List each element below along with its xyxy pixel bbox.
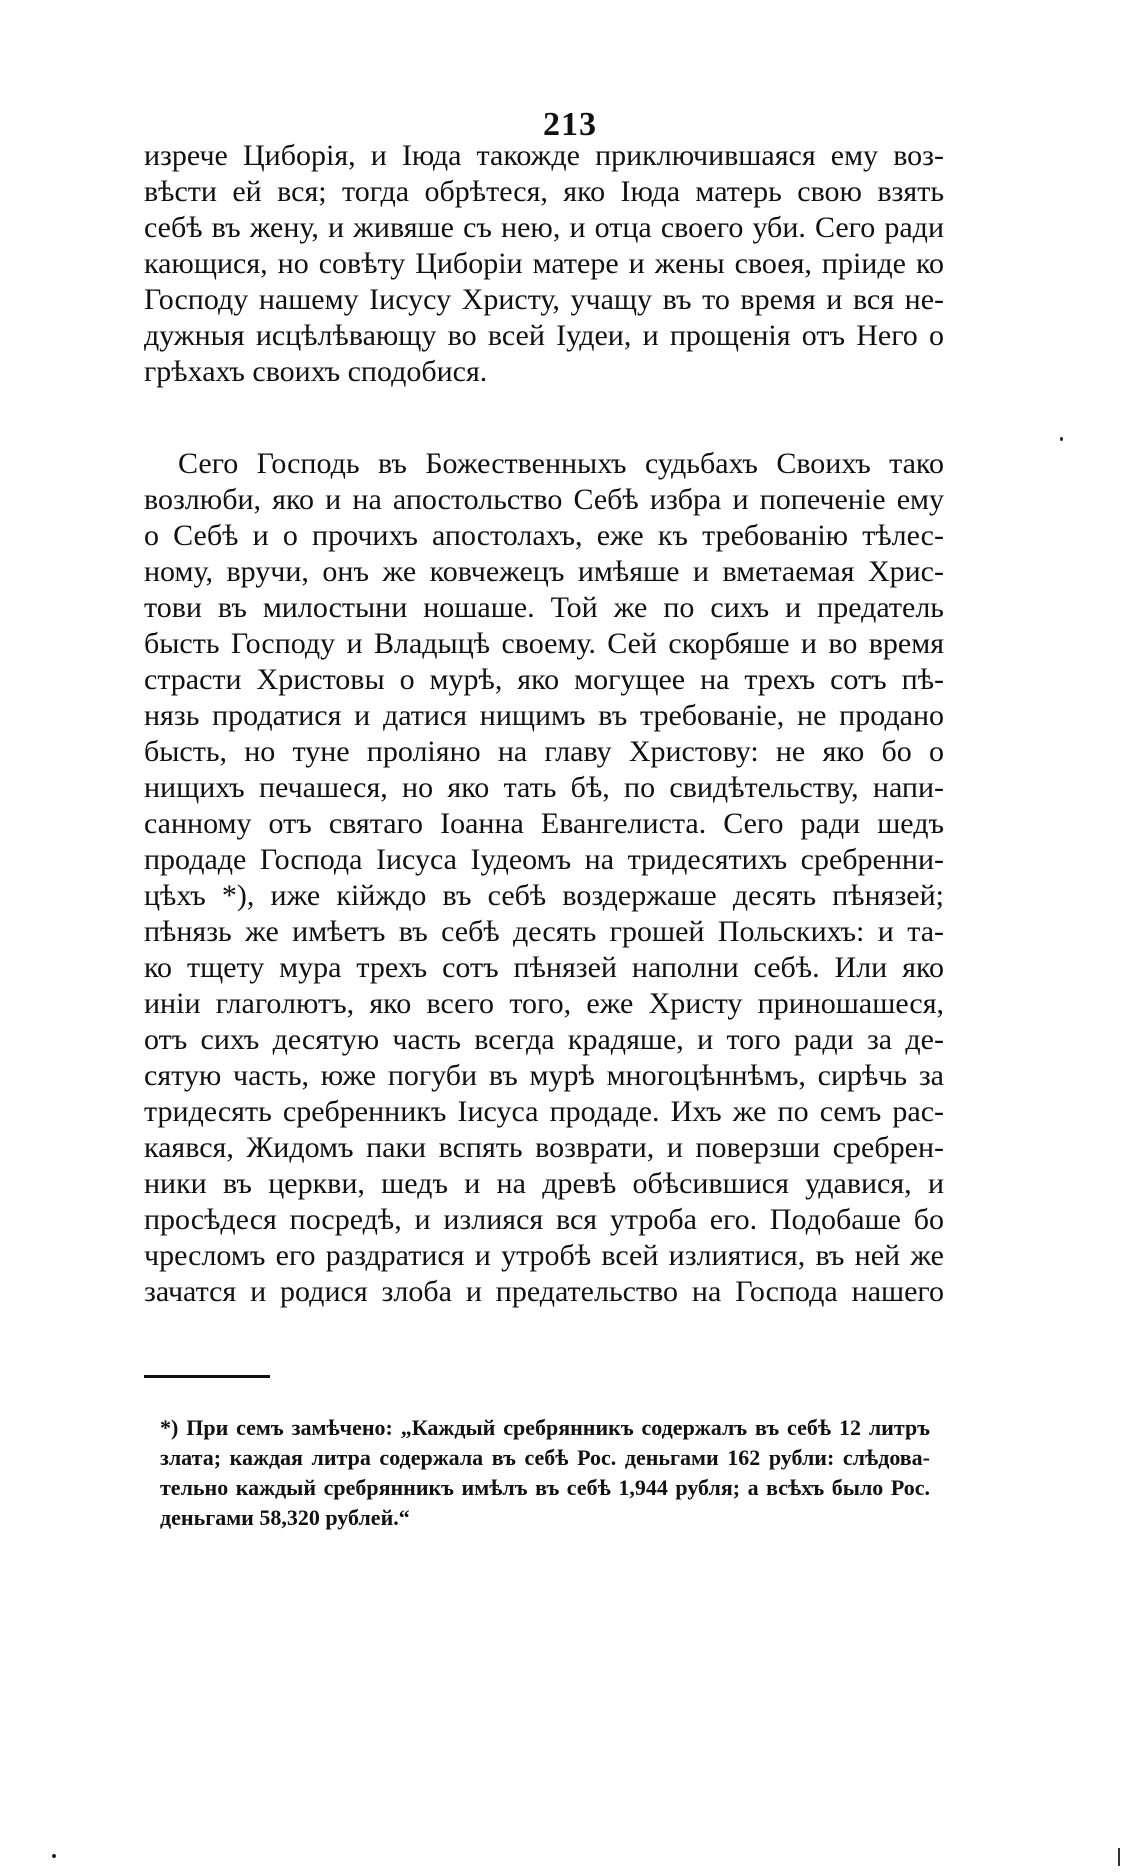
text-line: санному отъ святаго Іоанна Евангелиста. Сего ради шедъ (144, 807, 944, 840)
text-line: нязь продатися и датися нищимъ въ требованіе, не продано (144, 699, 944, 732)
text-line: себѣ въ жену, и живяше съ нею, и отца своего уби. Сего ради (144, 211, 944, 244)
scan-speck (1060, 437, 1063, 441)
text-line: страсти Христовы о мурѣ, яко могущее на трехъ сотъ пѣ- (144, 663, 944, 696)
text-line: тови въ милостыни ношаше. Той же по сихъ и предатель (144, 591, 944, 624)
text-line: дужныя исцѣлѣвающу во всей Іудеи, и прощенія отъ Него о (144, 319, 944, 352)
text-line: возлюби, яко и на апостольство Себѣ избра и попеченіе ему (144, 483, 944, 516)
text-line: нищихъ печашеся, но яко тать бѣ, по свидѣтельству, напи- (144, 771, 944, 804)
footnote-line: злата; каждая литра содержала въ себѣ Рос. деньгами 162 рубли: слѣдова- (160, 1445, 930, 1470)
text-line: цѣхъ *), иже кійждо въ себѣ воздержаше десять пѣнязей; (144, 879, 944, 912)
text-line: ному, вручи, онъ же ковчежецъ имѣяше и вметаемая Хрис- (144, 555, 944, 588)
text-line: отъ сихъ десятую часть всегда крадяше, и того ради за де- (144, 1023, 944, 1056)
text-line: вѣсти ей вся; тогда обрѣтеся, яко Іюда матерь свою взять (144, 175, 944, 208)
text-line: сятую часть, юже погуби въ мурѣ многоцѣннѣмъ, сирѣчь за (144, 1059, 944, 1092)
text-line: чресломъ его раздратися и утробѣ всей излиятися, въ ней же (144, 1239, 944, 1272)
text-line: бысть Господу и Владыцѣ своему. Сей скорбяше и во время (144, 627, 944, 660)
text-line: ко тщету мура трехъ сотъ пѣнязей наполни себѣ. Или яко (144, 951, 944, 984)
text-line: ники въ церкви, шедъ и на древѣ обѣсившися удавися, и (144, 1167, 944, 1200)
text-line: о Себѣ и о прочихъ апостолахъ, еже къ требованію тѣлес- (144, 519, 944, 552)
text-line: пѣнязь же имѣетъ въ себѣ десять грошей Польскихъ: и та- (144, 915, 944, 948)
scan-speck (52, 1854, 56, 1858)
footnote-line: *) При семъ замѣчено: „Каждый сребрянникъ содержалъ въ себѣ 12 литръ (160, 1415, 930, 1440)
footnote-line: тельно каждый сребрянникъ имѣлъ въ себѣ 1,944 рубля; а всѣхъ было Рос. (160, 1475, 930, 1500)
page-number: 213 (543, 106, 597, 143)
text-line: Господу нашему Іисусу Христу, учащу въ то время и вся не- (144, 283, 944, 316)
text-line: тридесять сребренникъ Іисуса продаде. Ихъ же по семъ рас- (144, 1095, 944, 1128)
text-line: каявся, Жидомъ паки вспять возврати, и поверзши сребрен- (144, 1131, 944, 1164)
scan-edge-mark (1118, 1848, 1120, 1866)
text-line: кающися, но совѣту Циборіи матере и жены своея, пріиде ко (144, 247, 944, 280)
text-line: Сего Господь въ Божественныхъ судьбахъ Своихъ тако (178, 447, 944, 480)
text-line: зачатся и родися злоба и предательство на Господа нашего (144, 1275, 944, 1308)
text-line: бысть, но туне проліяно на главу Христову: не яко бо о (144, 735, 944, 768)
text-line: продаде Господа Іисуса Іудеомъ на тридесятихъ сребренни- (144, 843, 944, 876)
text-line: иніи глаголютъ, яко всего того, еже Христу приношашеся, (144, 987, 944, 1020)
text-line: просѣдеся посредѣ, и излияся вся утроба его. Подобаше бо (144, 1203, 944, 1236)
text-line: грѣхахъ своихъ сподобися. (144, 355, 488, 388)
footnote-divider (144, 1375, 270, 1378)
text-line: изрече Циборія, и Іюда такожде приключившаяся ему воз- (144, 139, 944, 172)
footnote-line: деньгами 58,320 рублей.“ (160, 1505, 410, 1530)
